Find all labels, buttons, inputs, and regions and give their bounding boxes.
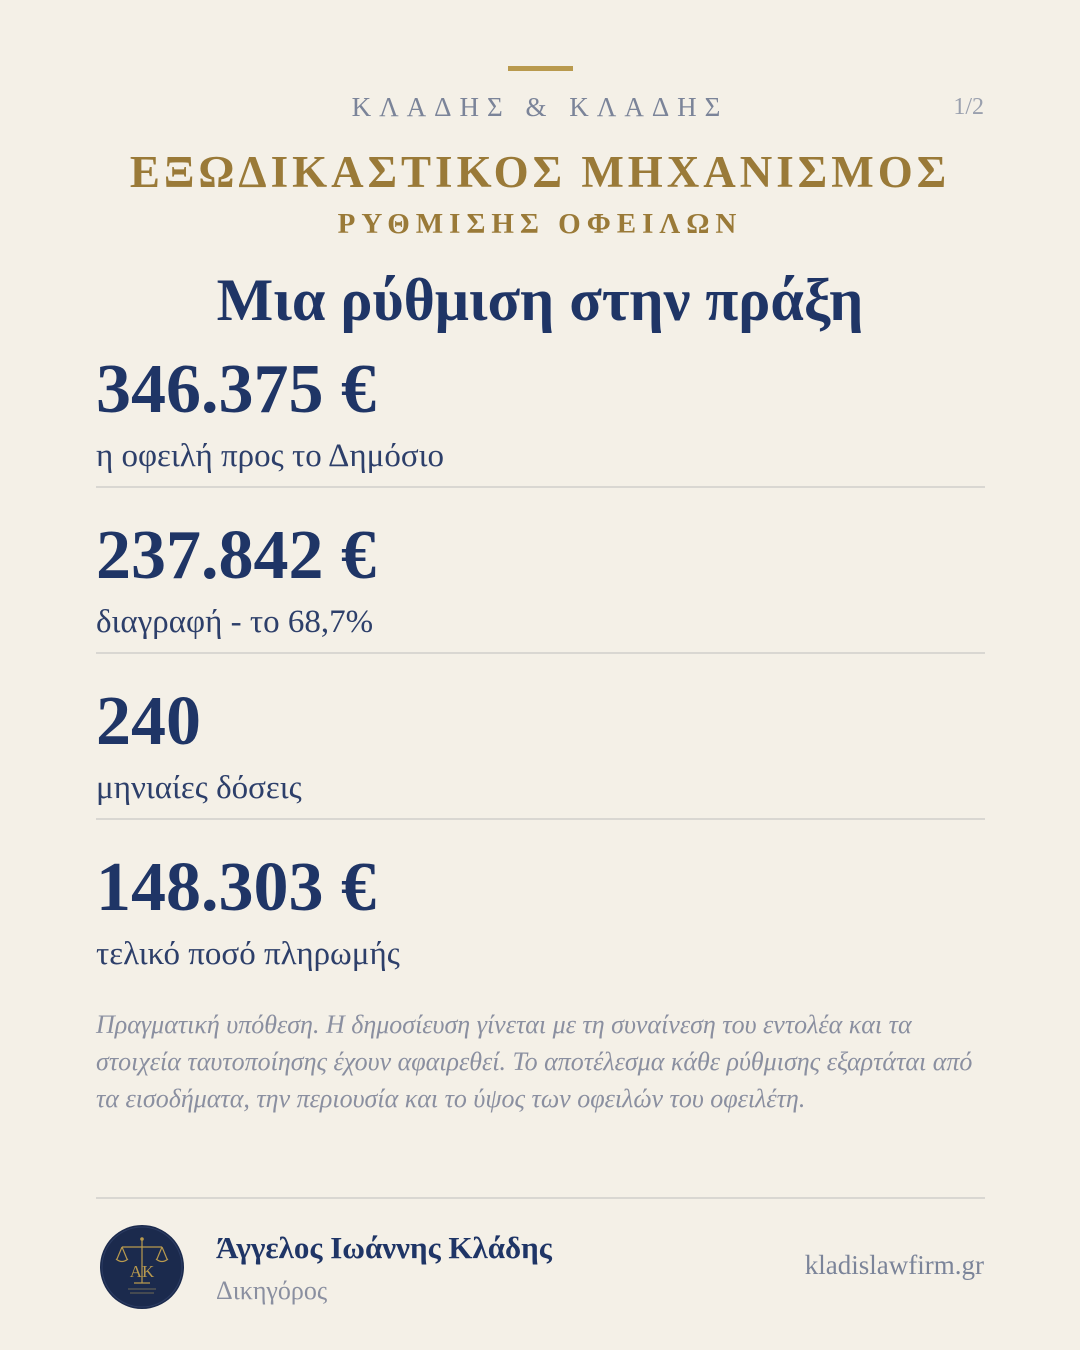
stats-list xyxy=(96,350,985,1014)
firm-name: ΚΛΑΔΗΣ & ΚΛΑΔΗΣ xyxy=(351,92,729,122)
stat-item xyxy=(96,848,985,1014)
logo xyxy=(100,1225,184,1309)
accent-bar xyxy=(508,66,573,71)
title-sub: ΡΥΘΜΙΣΗΣ ΟΦΕΙΛΩΝ xyxy=(337,208,743,240)
headline: Μια ρύθμιση στην πράξη xyxy=(216,267,864,333)
author-name: Άγγελος Ιωάννης Κλάδης xyxy=(216,1230,552,1265)
stat-value: 346.375 € xyxy=(96,351,376,428)
divider xyxy=(96,486,985,488)
stat-item xyxy=(96,682,985,848)
title-main: ΕΞΩΔΙΚΑΣΤΙΚΟΣ ΜΗΧΑΝΙΣΜΟΣ xyxy=(129,147,951,197)
author-role: Δικηγόρος xyxy=(216,1276,328,1305)
divider xyxy=(96,818,985,820)
stat-item xyxy=(96,516,985,682)
footer-divider xyxy=(96,1197,985,1199)
logo-initials: ΑΚ xyxy=(129,1262,155,1281)
stat-value: 237.842 € xyxy=(96,517,376,594)
stat-value: 240 xyxy=(96,683,201,760)
divider xyxy=(96,652,985,654)
scales-of-justice-icon xyxy=(100,1225,184,1309)
stat-label: μηνιαίες δόσεις xyxy=(96,770,302,806)
stat-label: διαγραφή - το 68,7% xyxy=(96,604,374,640)
disclaimer-note: Πραγματική υπόθεση. Η δημοσίευση γίνεται με τη συναίνεση του εντολέα και τα στοιχεία ταυτοποίησης έχουν αφαιρεθεί. Το αποτέλεσμα κάθε ρύθμισης εξαρτάται από τα εισοδήματα, την περιουσία και το ύψος των οφειλών του οφειλέτη. xyxy=(96,1010,973,1113)
stat-label: τελικό ποσό πληρωμής xyxy=(96,936,400,972)
stat-label: η οφειλή προς το Δημόσιο xyxy=(96,438,444,474)
page-number: 1/2 xyxy=(953,94,984,120)
stat-item xyxy=(96,350,985,516)
stat-value: 148.303 € xyxy=(96,849,376,926)
website-link[interactable]: kladislawfirm.gr xyxy=(804,1250,984,1280)
